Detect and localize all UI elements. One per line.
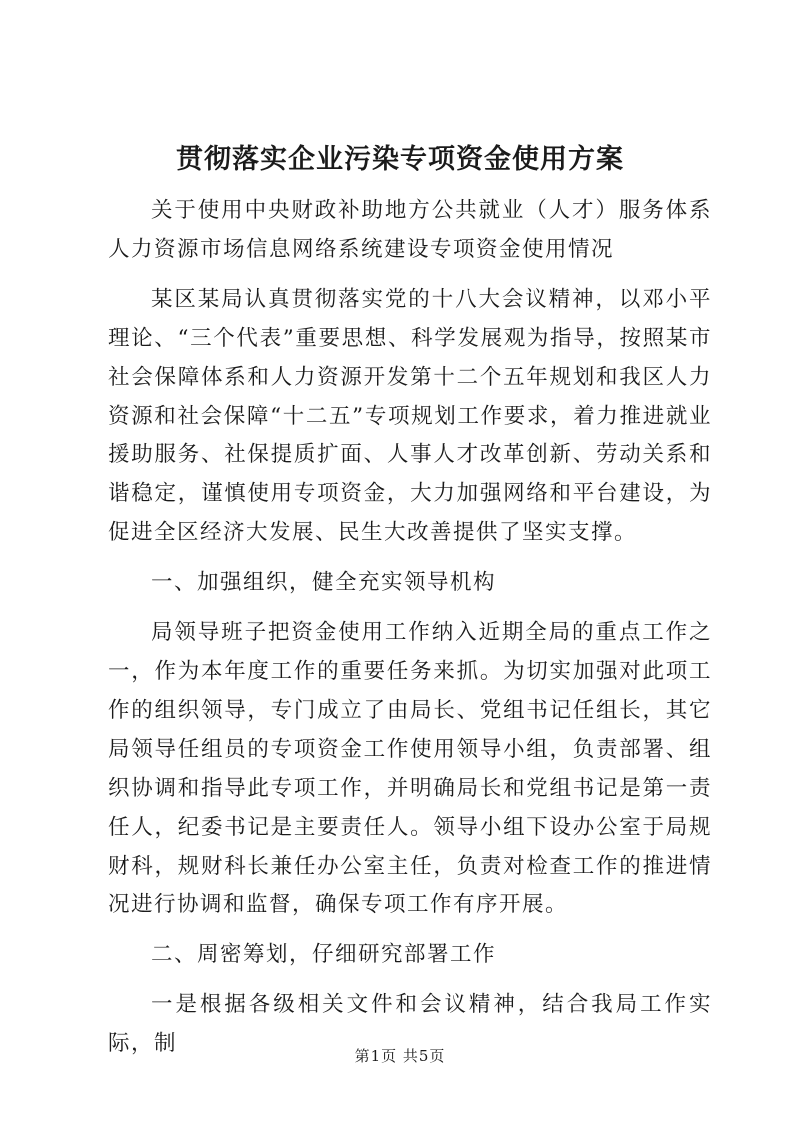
document-title: 贯彻落实企业污染专项资金使用方案 <box>176 144 624 175</box>
paragraph-intro: 某区某局认真贯彻落实党的十八大会议精神，以邓小平理论、“三个代表”重要思想、科学发展观为指导，按照某市社会保障体系和人力资源开发第十二个五年规划和我区人力资源和社会保障“十二五”专项规划工作要求，着力推进就业援助服务、社保提质扩面、人事人才改革创新、劳动关系和谐稳定，谨慎使用专项资金，大力加强网络和平台建设，为促进全区经济大发展、民生大改善提供了坚实支撑。 <box>108 286 712 546</box>
paragraph-section-1: 局领导班子把资金使用工作纳入近期全局的重点工作之一，作为本年度工作的重要任务来抓。为切实加强对此项工作的组织领导，专门成立了由局长、党组书记任组长，其它局领导任组员的专项资金工作使用领导小组，负责部署、组织协调和指导此专项工作，并明确局长和党组书记是第一责任人，纪委书记是主要责任人。领导小组下设办公室于局规财科，规财科长兼任办公室主任，负责对检查工作的推进情况进行协调和监督，确保专项工作有序开展。 <box>108 620 712 918</box>
section-heading-1: 一、加强组织，健全充实领导机构 <box>151 570 497 596</box>
document-body <box>108 192 712 1064</box>
paragraph-section-2: 一是根据各级相关文件和会议精神，结合我局工作实际，制 <box>108 992 712 1057</box>
paragraph-subject: 关于使用中央财政补助地方公共就业（人才）服务体系人力资源市场信息网络系统建设专项资金使用情况 <box>108 198 712 262</box>
section-heading-2: 二、周密筹划，仔细研究部署工作 <box>151 942 497 968</box>
page-footer: 第1页 共5页 <box>354 1047 446 1065</box>
